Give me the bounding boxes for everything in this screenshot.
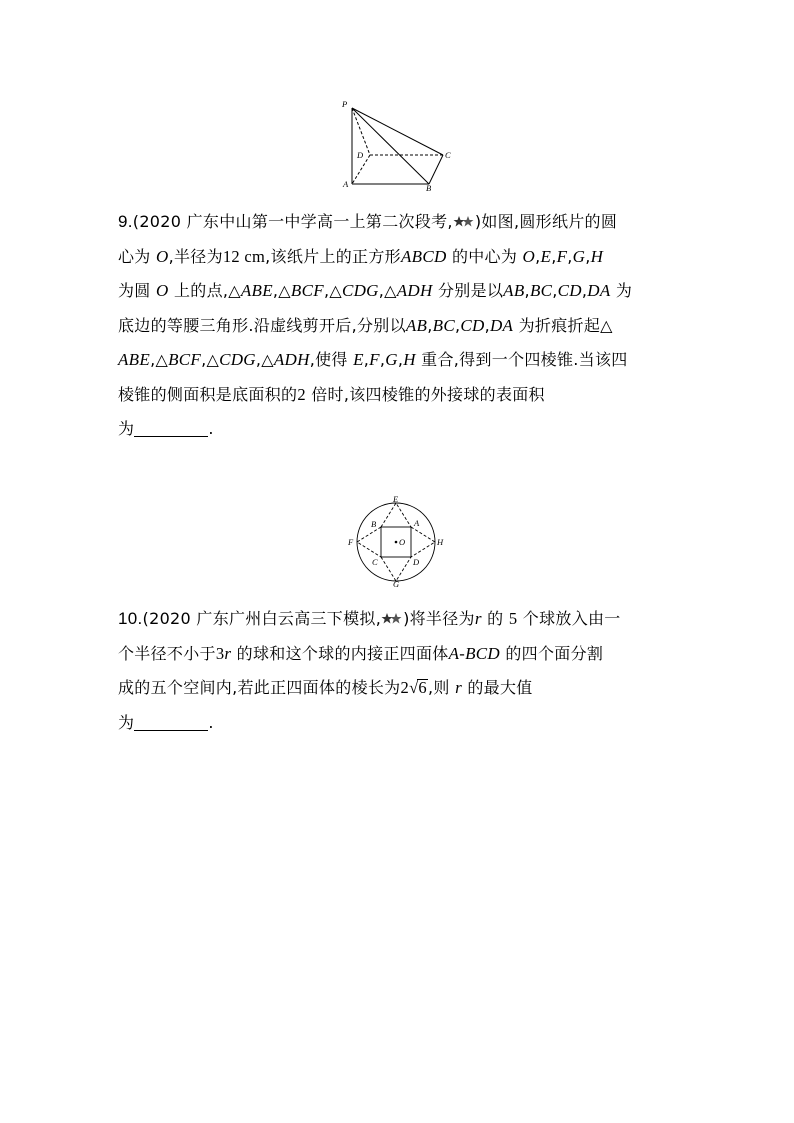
- text-run: ,该纸片上的正方形: [265, 246, 401, 266]
- text-run: ,△: [201, 350, 220, 369]
- point-label-g: G: [393, 579, 400, 588]
- math-variable: F: [556, 246, 568, 266]
- text-run: ,: [427, 315, 433, 335]
- problem-9-line-2: [118, 240, 678, 275]
- vertex-label-p: P: [342, 99, 348, 109]
- math-variable: BCD: [465, 643, 500, 663]
- circle-square-figure: [344, 494, 448, 588]
- text-run: ,: [397, 350, 404, 369]
- answer-blank[interactable]: [134, 712, 208, 731]
- math-variable: CD: [557, 281, 582, 300]
- problem-9: [118, 205, 678, 447]
- point-label-e: E: [393, 494, 399, 504]
- point-label-b: B: [371, 519, 377, 529]
- text-run: ,: [524, 281, 530, 300]
- math-variable: ABE: [240, 281, 273, 300]
- text-run: ,△: [323, 281, 342, 300]
- point-label-a: A: [414, 518, 420, 528]
- text-run: 重合,得到一个四棱锥.当该四: [415, 350, 628, 369]
- problem-text: )如图,圆形纸片的圆: [474, 212, 618, 231]
- problem-10-line-1: [118, 602, 678, 637]
- pyramid-figure: [336, 96, 466, 194]
- math-variable: r: [474, 609, 482, 628]
- text-run: 为折痕折起△: [513, 315, 613, 335]
- text-run: ,△: [272, 281, 291, 300]
- math-variable: BC: [529, 281, 553, 300]
- problem-10: [118, 602, 678, 740]
- text-run: 为: [610, 281, 633, 300]
- problem-10-line-3: 成的五个空间内,若此正四面体的棱长为2√6,则 r 的最大值: [118, 678, 533, 697]
- two-star-difficulty-icon: [381, 612, 403, 626]
- text-run: 5: [508, 609, 518, 628]
- text-run: ,: [552, 281, 558, 300]
- problem-source: (2020 广东广州白云高三下模拟,: [142, 609, 382, 628]
- text-run: ,: [363, 350, 370, 369]
- math-variable: CDG: [341, 281, 379, 300]
- math-variable: CD: [460, 315, 485, 335]
- text-run: ,: [484, 315, 490, 335]
- problem-9-line-1: [118, 205, 678, 240]
- math-variable: A: [448, 643, 460, 663]
- text-run: 心为: [118, 246, 156, 266]
- text-run: 底边的等腰三角形.沿虚线剪开后,分别以: [118, 315, 406, 335]
- text-run: ,: [535, 246, 541, 266]
- text-run: 为圆: [118, 281, 156, 300]
- text-run: 的四个面分割: [499, 643, 604, 663]
- problem-10-line-4: 为 .: [118, 712, 214, 732]
- point-label-h: H: [437, 537, 444, 547]
- text-run: 个球放入由一: [517, 609, 621, 628]
- text-run: ,: [581, 281, 588, 300]
- math-variable: O: [156, 281, 169, 300]
- math-variable: O: [156, 246, 169, 266]
- two-star-difficulty-icon: [453, 215, 475, 229]
- point-label-d: D: [413, 557, 420, 567]
- text-run: ,半径为: [168, 246, 223, 266]
- text-run: 上的点,△: [168, 281, 241, 300]
- problem-9-line-4: [118, 309, 678, 344]
- center-dot: [395, 541, 398, 544]
- text-run: 倍时,该四棱锥的外接球的表面积: [305, 384, 545, 404]
- problem-10-line-2: [118, 637, 678, 672]
- math-variable: G: [385, 350, 398, 369]
- math-variable: F: [369, 350, 380, 369]
- vertex-label-a: A: [343, 179, 349, 189]
- math-variable: ADH: [273, 350, 310, 369]
- math-variable: DA: [489, 315, 514, 335]
- text-run: 的: [481, 609, 509, 628]
- square-root: √6: [409, 678, 427, 697]
- math-variable: H: [403, 350, 416, 369]
- text-run: 分别是以: [432, 281, 504, 300]
- vertex-label-b: B: [426, 183, 432, 193]
- text-run: ,: [551, 246, 557, 266]
- math-variable: E: [353, 350, 364, 369]
- text-run: )将半径为: [403, 609, 475, 628]
- text-run: -: [459, 643, 466, 663]
- text-run: 的中心为: [446, 246, 523, 266]
- text-run: 12 cm: [222, 246, 266, 266]
- text-run: ,△: [255, 350, 274, 369]
- vertex-label-d: D: [357, 150, 364, 160]
- text-run: ,使得: [309, 350, 354, 369]
- text-run: ,: [567, 246, 573, 266]
- problem-9-line-3: [118, 274, 678, 309]
- problem-source: (2020 广东中山第一中学高一上第二次段考,: [132, 212, 453, 231]
- math-variable: AB: [503, 281, 525, 300]
- point-label-c: C: [372, 557, 378, 567]
- text-run: ,: [379, 350, 386, 369]
- math-variable: AB: [405, 315, 428, 335]
- math-variable: ADH: [396, 281, 433, 300]
- text-run: ,: [454, 315, 461, 335]
- point-label-o: O: [399, 537, 406, 547]
- text-run: 棱锥的侧面积是底面积的: [118, 384, 298, 404]
- math-variable: BCF: [168, 350, 202, 369]
- text-run: 的球和这个球的内接正四面体: [231, 643, 449, 663]
- math-variable: E: [540, 246, 552, 266]
- vertex-label-c: C: [445, 150, 451, 160]
- math-variable: DA: [587, 281, 611, 300]
- problem-9-line-7: 为 .: [118, 419, 214, 438]
- text-run: ,: [585, 246, 591, 266]
- text-run: 个半径不小于: [118, 643, 216, 663]
- math-variable: CDG: [219, 350, 256, 369]
- text-run: 3: [215, 643, 225, 663]
- math-variable: BC: [432, 315, 455, 335]
- math-variable: H: [590, 246, 604, 266]
- math-variable: G: [572, 246, 586, 266]
- math-variable: BCF: [290, 281, 324, 300]
- math-variable: ABCD: [400, 246, 447, 266]
- math-variable: O: [522, 246, 536, 266]
- problem-9-line-6: [118, 378, 678, 413]
- problem-number: 10.: [118, 609, 143, 628]
- math-variable: r: [224, 643, 232, 663]
- math-variable: ABE: [118, 350, 151, 369]
- text-run: ,△: [378, 281, 397, 300]
- text-run: 2: [297, 384, 306, 404]
- text-run: ,△: [150, 350, 169, 369]
- problem-number: 9.: [118, 212, 133, 231]
- answer-blank[interactable]: [134, 418, 208, 437]
- point-label-f: F: [348, 537, 354, 547]
- problem-9-line-5: [118, 343, 678, 378]
